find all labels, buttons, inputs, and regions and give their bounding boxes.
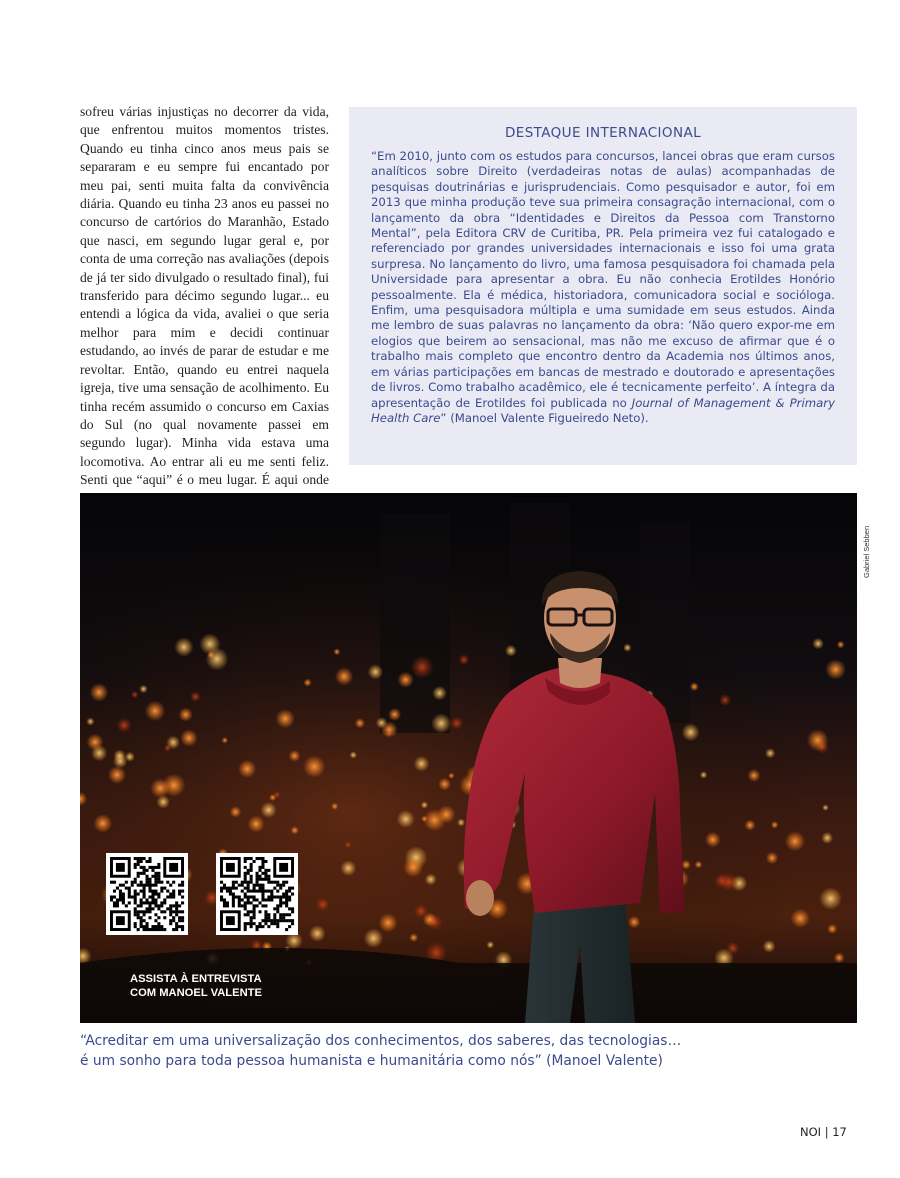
bokeh-light (355, 718, 365, 728)
box-text-end: ” (Manoel Valente Figueiredo Neto). (440, 410, 649, 425)
bokeh-light (131, 691, 139, 699)
bokeh-light (304, 679, 312, 687)
bokeh-light (765, 748, 775, 758)
bokeh-light (827, 924, 837, 934)
watch-line-2: COM MANOEL VALENTE (130, 987, 262, 999)
bokeh-light (114, 750, 126, 762)
bokeh-light (397, 810, 415, 828)
bokeh-light (807, 729, 829, 751)
bokeh-light (108, 766, 126, 784)
bokeh-light (437, 805, 455, 823)
bokeh-light (748, 769, 761, 782)
bokeh-light (91, 745, 107, 761)
bokeh-light (682, 723, 700, 741)
bokeh-light (438, 778, 451, 791)
bokeh-light (397, 672, 413, 688)
bokeh-light (388, 708, 401, 721)
watch-interview-text (130, 972, 262, 1000)
bokeh-light (403, 857, 423, 877)
bokeh-light (331, 803, 338, 810)
bokeh-light (180, 729, 198, 747)
bokeh-light (90, 683, 109, 702)
qr-block-a[interactable] (106, 853, 188, 867)
photo-credit: Gabriel Sebben (862, 525, 871, 578)
international-highlight-box (349, 107, 857, 465)
bokeh-light (763, 940, 776, 953)
bokeh-light (93, 814, 112, 833)
bokeh-light (248, 816, 265, 833)
bokeh-light (333, 648, 340, 655)
bokeh-light (335, 667, 353, 685)
bokeh-light (719, 694, 731, 706)
bokeh-light (222, 737, 229, 744)
bokeh-light (166, 736, 180, 750)
bokeh-light (316, 897, 330, 911)
bokeh-light (86, 717, 94, 725)
bokeh-light (720, 873, 738, 891)
bokeh-light (822, 804, 829, 811)
bokeh-light (350, 751, 357, 758)
bokeh-light (340, 860, 356, 876)
bokeh-light (791, 909, 810, 928)
bokeh-light (379, 913, 398, 932)
bokeh-light (450, 717, 463, 730)
portrait-photo (80, 493, 857, 1023)
bokeh-light (364, 928, 384, 948)
bokeh-light (303, 755, 325, 777)
bokeh-light (821, 832, 833, 844)
bokeh-light (269, 794, 276, 801)
qr-code-icon[interactable] (216, 853, 298, 935)
bokeh-light (825, 659, 846, 680)
bokeh-light (174, 637, 193, 656)
bokeh-light (705, 832, 721, 848)
watch-line-1: ASSISTA À ENTREVISTA (130, 973, 262, 985)
night-city-scene (80, 493, 857, 1023)
bokeh-light (771, 821, 779, 829)
bokeh-light (381, 721, 398, 738)
bokeh-light (695, 861, 703, 869)
box-text (371, 149, 835, 426)
bokeh-light (744, 820, 755, 831)
bokeh-light (410, 655, 434, 679)
bokeh-light (276, 709, 295, 728)
bokeh-light (834, 952, 845, 963)
bokeh-light (505, 645, 517, 657)
bokeh-light (431, 713, 451, 733)
bokeh-light (448, 773, 454, 779)
bokeh-light (690, 682, 699, 691)
bokeh-light (812, 638, 824, 650)
caption-attribution: (Manoel Valente) (546, 1053, 663, 1069)
bokeh-light (289, 750, 301, 762)
bokeh-light (628, 916, 640, 928)
bokeh-light (421, 801, 428, 808)
box-title: DESTAQUE INTERNACIONAL (504, 125, 702, 141)
journal-name: Journal of Management & Primary Health Care (371, 395, 835, 425)
bokeh-light (238, 760, 256, 778)
caption-line-2: é um sonho para toda pessoa humanista e humanitária como nós” (80, 1053, 542, 1069)
box-text-main: “Em 2010, junto com os estudos para concursos, lancei obras que eram cursos analíticos sobre Direito (verdadeiras notas de aulas) acompanhadas de pesquisas doutrinárias e jurisprudenciais. Como pesquisador e autor, foi em 2013 que minha produção teve sua primeira consagração internacional, com o lançamento da obra “Identidades e Direitos da Pessoa com Transtorno Mental”, pela Editora CRV de Curitiba, PR. Pela primeira vez fui catalogado e referenciado por grandes universidades internacionais e isso foi uma grata surpresa. No lançamento do livro, uma famosa pesquisadora foi chamada pela Universidade para apresentar a obra. Eu não conhecia Erotildes Honório pessoalmente. Ela é médica, historiadora, comunicadora social e socióloga. Enfim, uma pesquisadora múltipla e uma sumidade em seus estudos. Ainda me lembro de suas palavras no lançamento da obra: ‘Não quero expor-me em elogios que beirem ao sensacional, mas não me excuso de afirmar que é o trabalho mais completo que encontro dentro da Academia nos últimos anos, em várias participações em bancas de mestrado e doutorado e apresentações de livros. Como trabalho acadêmico, ele é tecnicamente perfeito’. A íntegra da apresentação de Erotildes foi publicada no (371, 149, 835, 410)
photo-caption-quote (80, 1031, 860, 1071)
page-number: NOI | 17 (800, 1125, 847, 1139)
bokeh-light (230, 806, 242, 818)
bokeh-light (150, 778, 170, 798)
bokeh-light (700, 771, 708, 779)
bokeh-light (458, 654, 469, 665)
bokeh-light (368, 664, 383, 679)
bokeh-light (423, 913, 437, 927)
bokeh-light (785, 831, 805, 851)
bokeh-light (726, 942, 739, 955)
bokeh-light (487, 941, 495, 949)
bokeh-light (766, 852, 778, 864)
article-body (80, 103, 329, 508)
bokeh-light (117, 718, 132, 733)
bokeh-light (291, 826, 299, 834)
caption-line-1: “Acreditar em uma universalização dos conhecimentos, dos saberes, das tecnologias… (80, 1033, 682, 1049)
bokeh-light (425, 873, 437, 885)
bokeh-light (309, 925, 326, 942)
bokeh-light (199, 633, 220, 654)
bokeh-light (623, 644, 631, 652)
bokeh-light (457, 819, 465, 827)
bokeh-light (409, 933, 418, 942)
bokeh-light (190, 691, 201, 702)
qr-code-icon[interactable] (106, 853, 188, 935)
bokeh-light (421, 816, 427, 822)
bokeh-light (261, 802, 277, 818)
bokeh-light (414, 756, 430, 772)
bokeh-light (432, 686, 447, 701)
bokeh-light (139, 685, 148, 694)
bokeh-light (819, 887, 842, 910)
bokeh-light (344, 841, 352, 849)
bokeh-light (179, 708, 193, 722)
bokeh-light (145, 701, 165, 721)
article-body-text: sofreu várias injustiças no decorrer da vida, que enfrentou muitos momentos tristes. Quando eu tinha cinco anos meus pais se separaram e eu sempre fui encantado por meu pai, senti muita falta da convivência diária. Quando eu tinha 23 anos eu passei no concurso de cartórios do Maranhão, Estado que nasci, em segundo lugar geral e, por conta de uma correção nas avaliações (depois de já ter sido divulgado o resultado final), fui transferido para décimo segundo lugar... eu entendi a lógica da vida, avaliei o que seria melhor para mim e decidi continuar estudando, ao invés de parar de estudar e me revoltar. Então, quando eu entrei naquela igreja, tive uma sensação de acolhimento. Eu tinha recém assumido o concurso em Caxias do Sul (no qual novamente passei em segundo lugar). Minha vida estava uma locomotiva. Ao entrar ali eu me senti feliz. Senti que “aqui” é o meu lugar. É aqui onde (80, 104, 329, 488)
bokeh-light (837, 641, 845, 649)
qr-block-b[interactable] (216, 853, 298, 867)
